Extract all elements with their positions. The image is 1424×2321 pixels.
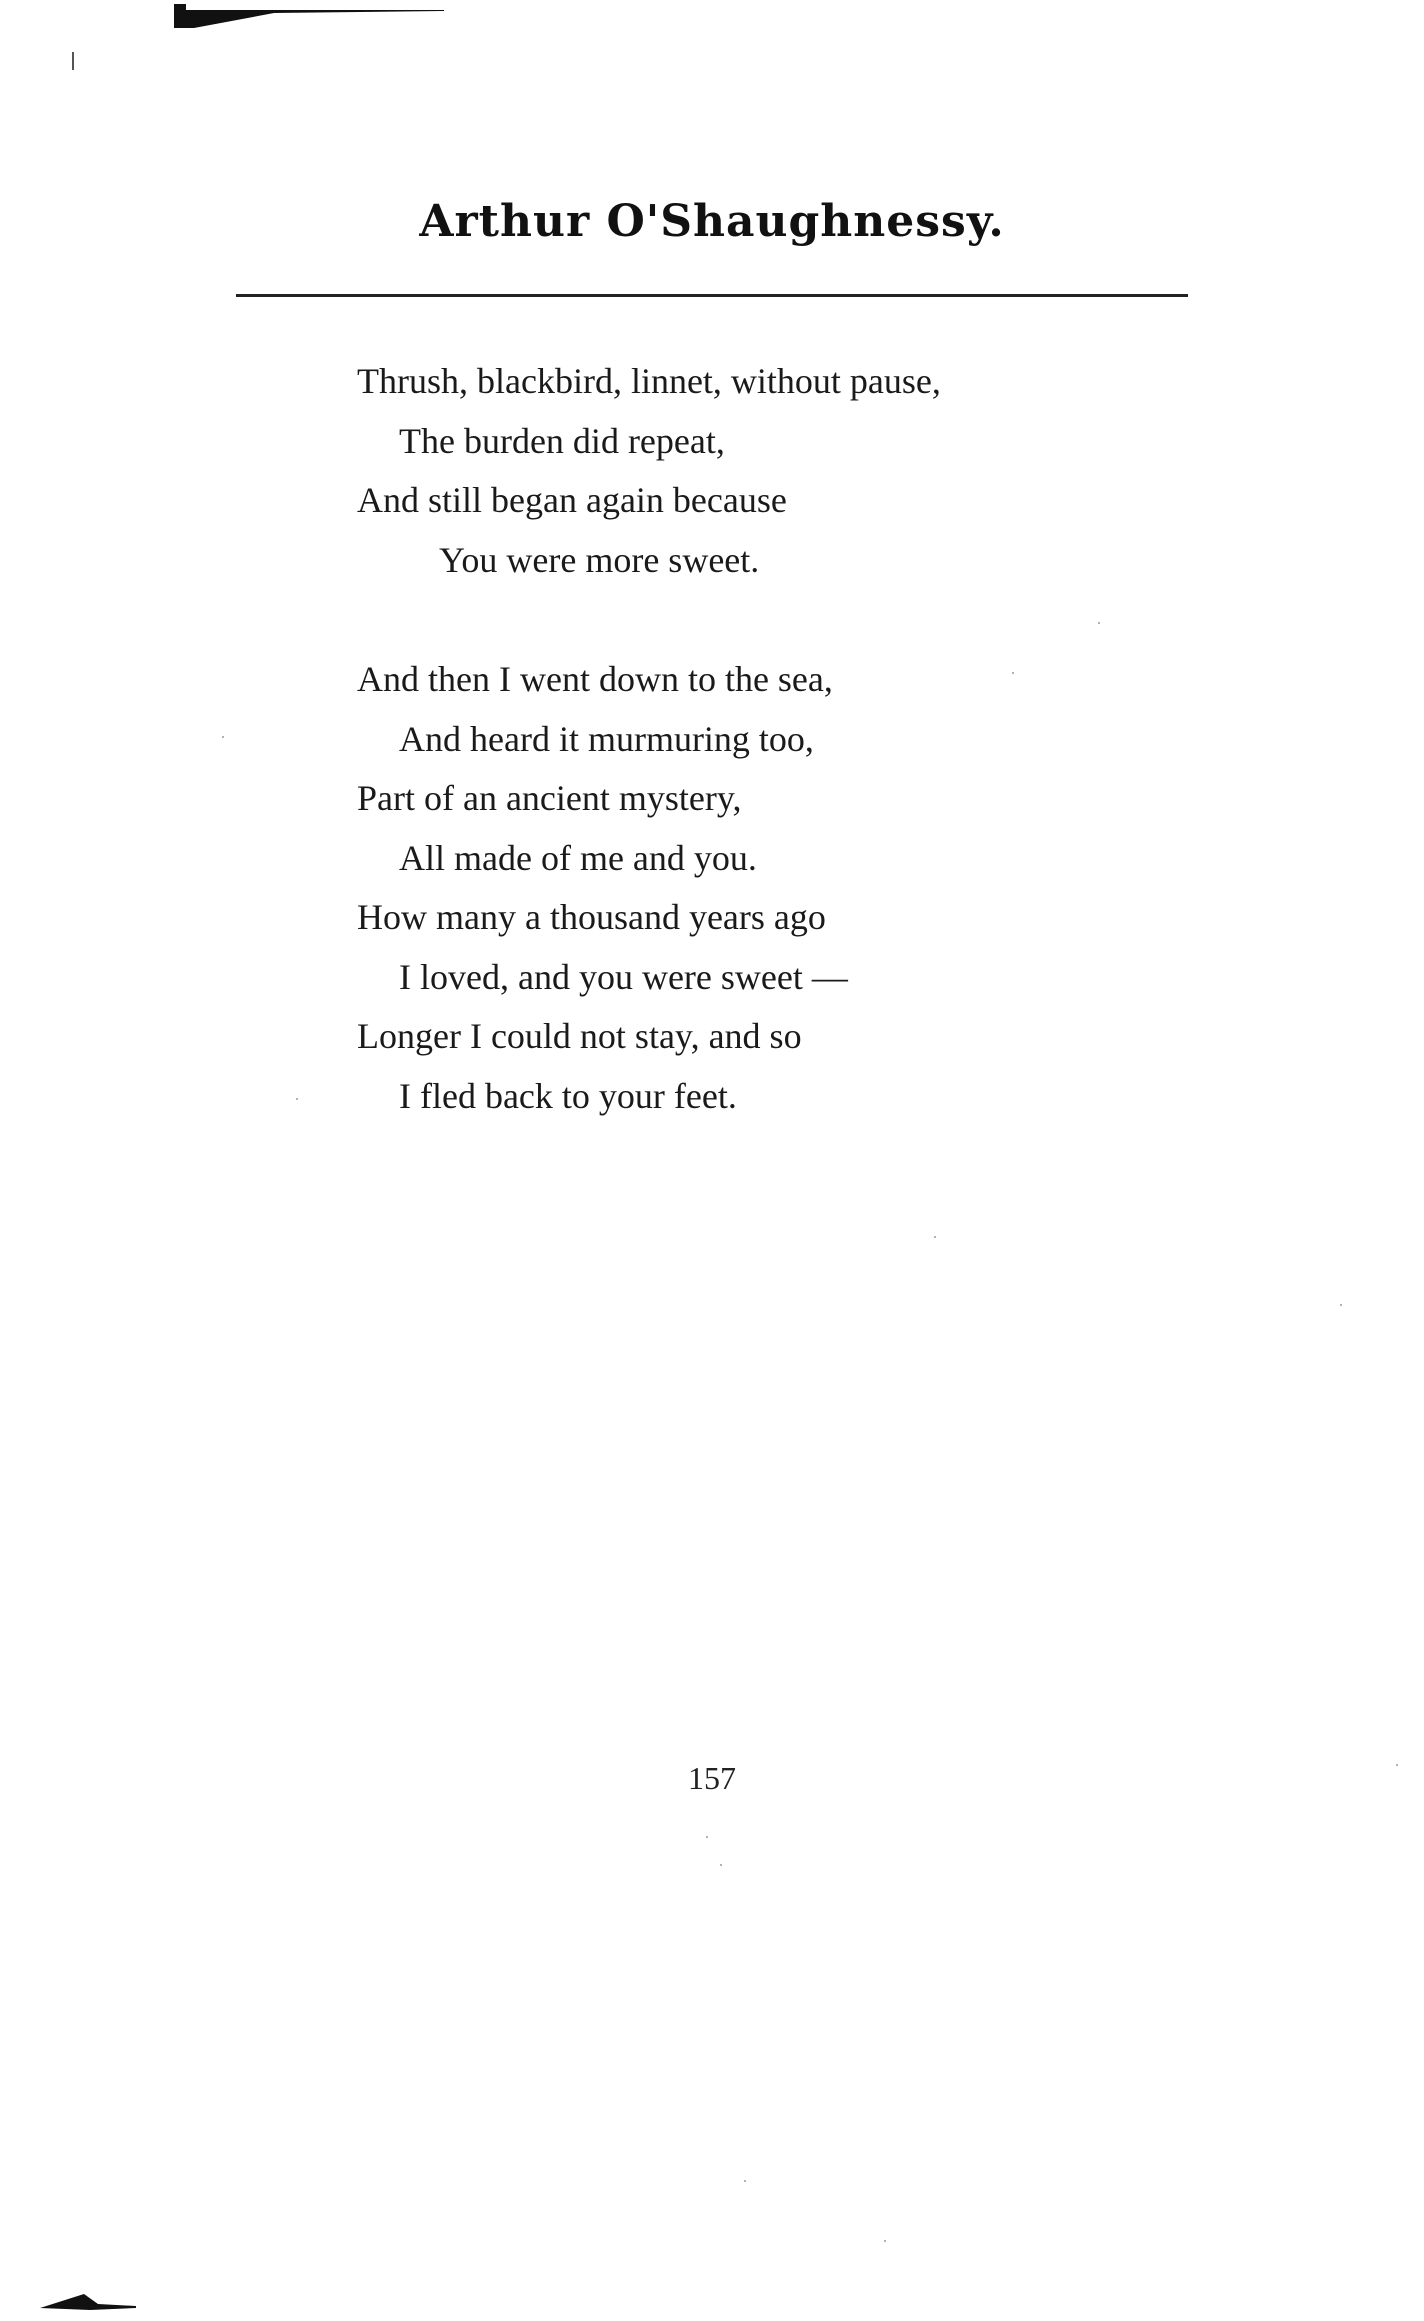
corner-tick-mark	[72, 52, 74, 70]
stanza-1	[357, 352, 1157, 590]
scan-speck	[744, 2180, 746, 2182]
scan-speck	[1098, 622, 1100, 624]
scan-speck	[884, 2240, 886, 2242]
poem-line: All made of me and you.	[399, 837, 757, 878]
poem-line: Part of an ancient mystery,	[357, 778, 742, 818]
poem-line: And heard it murmuring too,	[399, 718, 814, 759]
stanza-2	[357, 650, 1157, 1126]
poem-line: I fled back to your feet.	[399, 1075, 737, 1116]
scan-speck	[1012, 672, 1014, 674]
scan-speck	[222, 736, 224, 738]
scan-speck	[1340, 1304, 1342, 1306]
scan-speck	[934, 1236, 936, 1238]
poem-body	[357, 352, 1157, 1186]
scan-speck	[706, 1836, 708, 1838]
page-number: 157	[688, 1760, 736, 1796]
poem-line: I loved, and you were sweet —	[399, 956, 848, 997]
poem-line: Longer I could not stay, and so	[357, 1016, 802, 1056]
poem-line: The burden did repeat,	[399, 420, 725, 461]
poem-line: Thrush, blackbird, linnet, without pause,	[357, 361, 941, 401]
bottom-arrow-mark	[40, 2290, 136, 2314]
scan-speck	[1396, 1764, 1398, 1766]
poem-line: And then I went down to the sea,	[357, 659, 833, 699]
poem-line: You were more sweet.	[439, 539, 760, 580]
corner-bar-mark	[174, 0, 444, 30]
poem-line: And still began again because	[357, 480, 787, 520]
header-rule	[236, 294, 1188, 297]
scan-speck	[720, 1864, 722, 1866]
running-header-title: Arthur O'Shaughnessy.	[419, 196, 1005, 247]
scan-speck	[296, 1098, 298, 1100]
poem-line: How many a thousand years ago	[357, 897, 826, 937]
